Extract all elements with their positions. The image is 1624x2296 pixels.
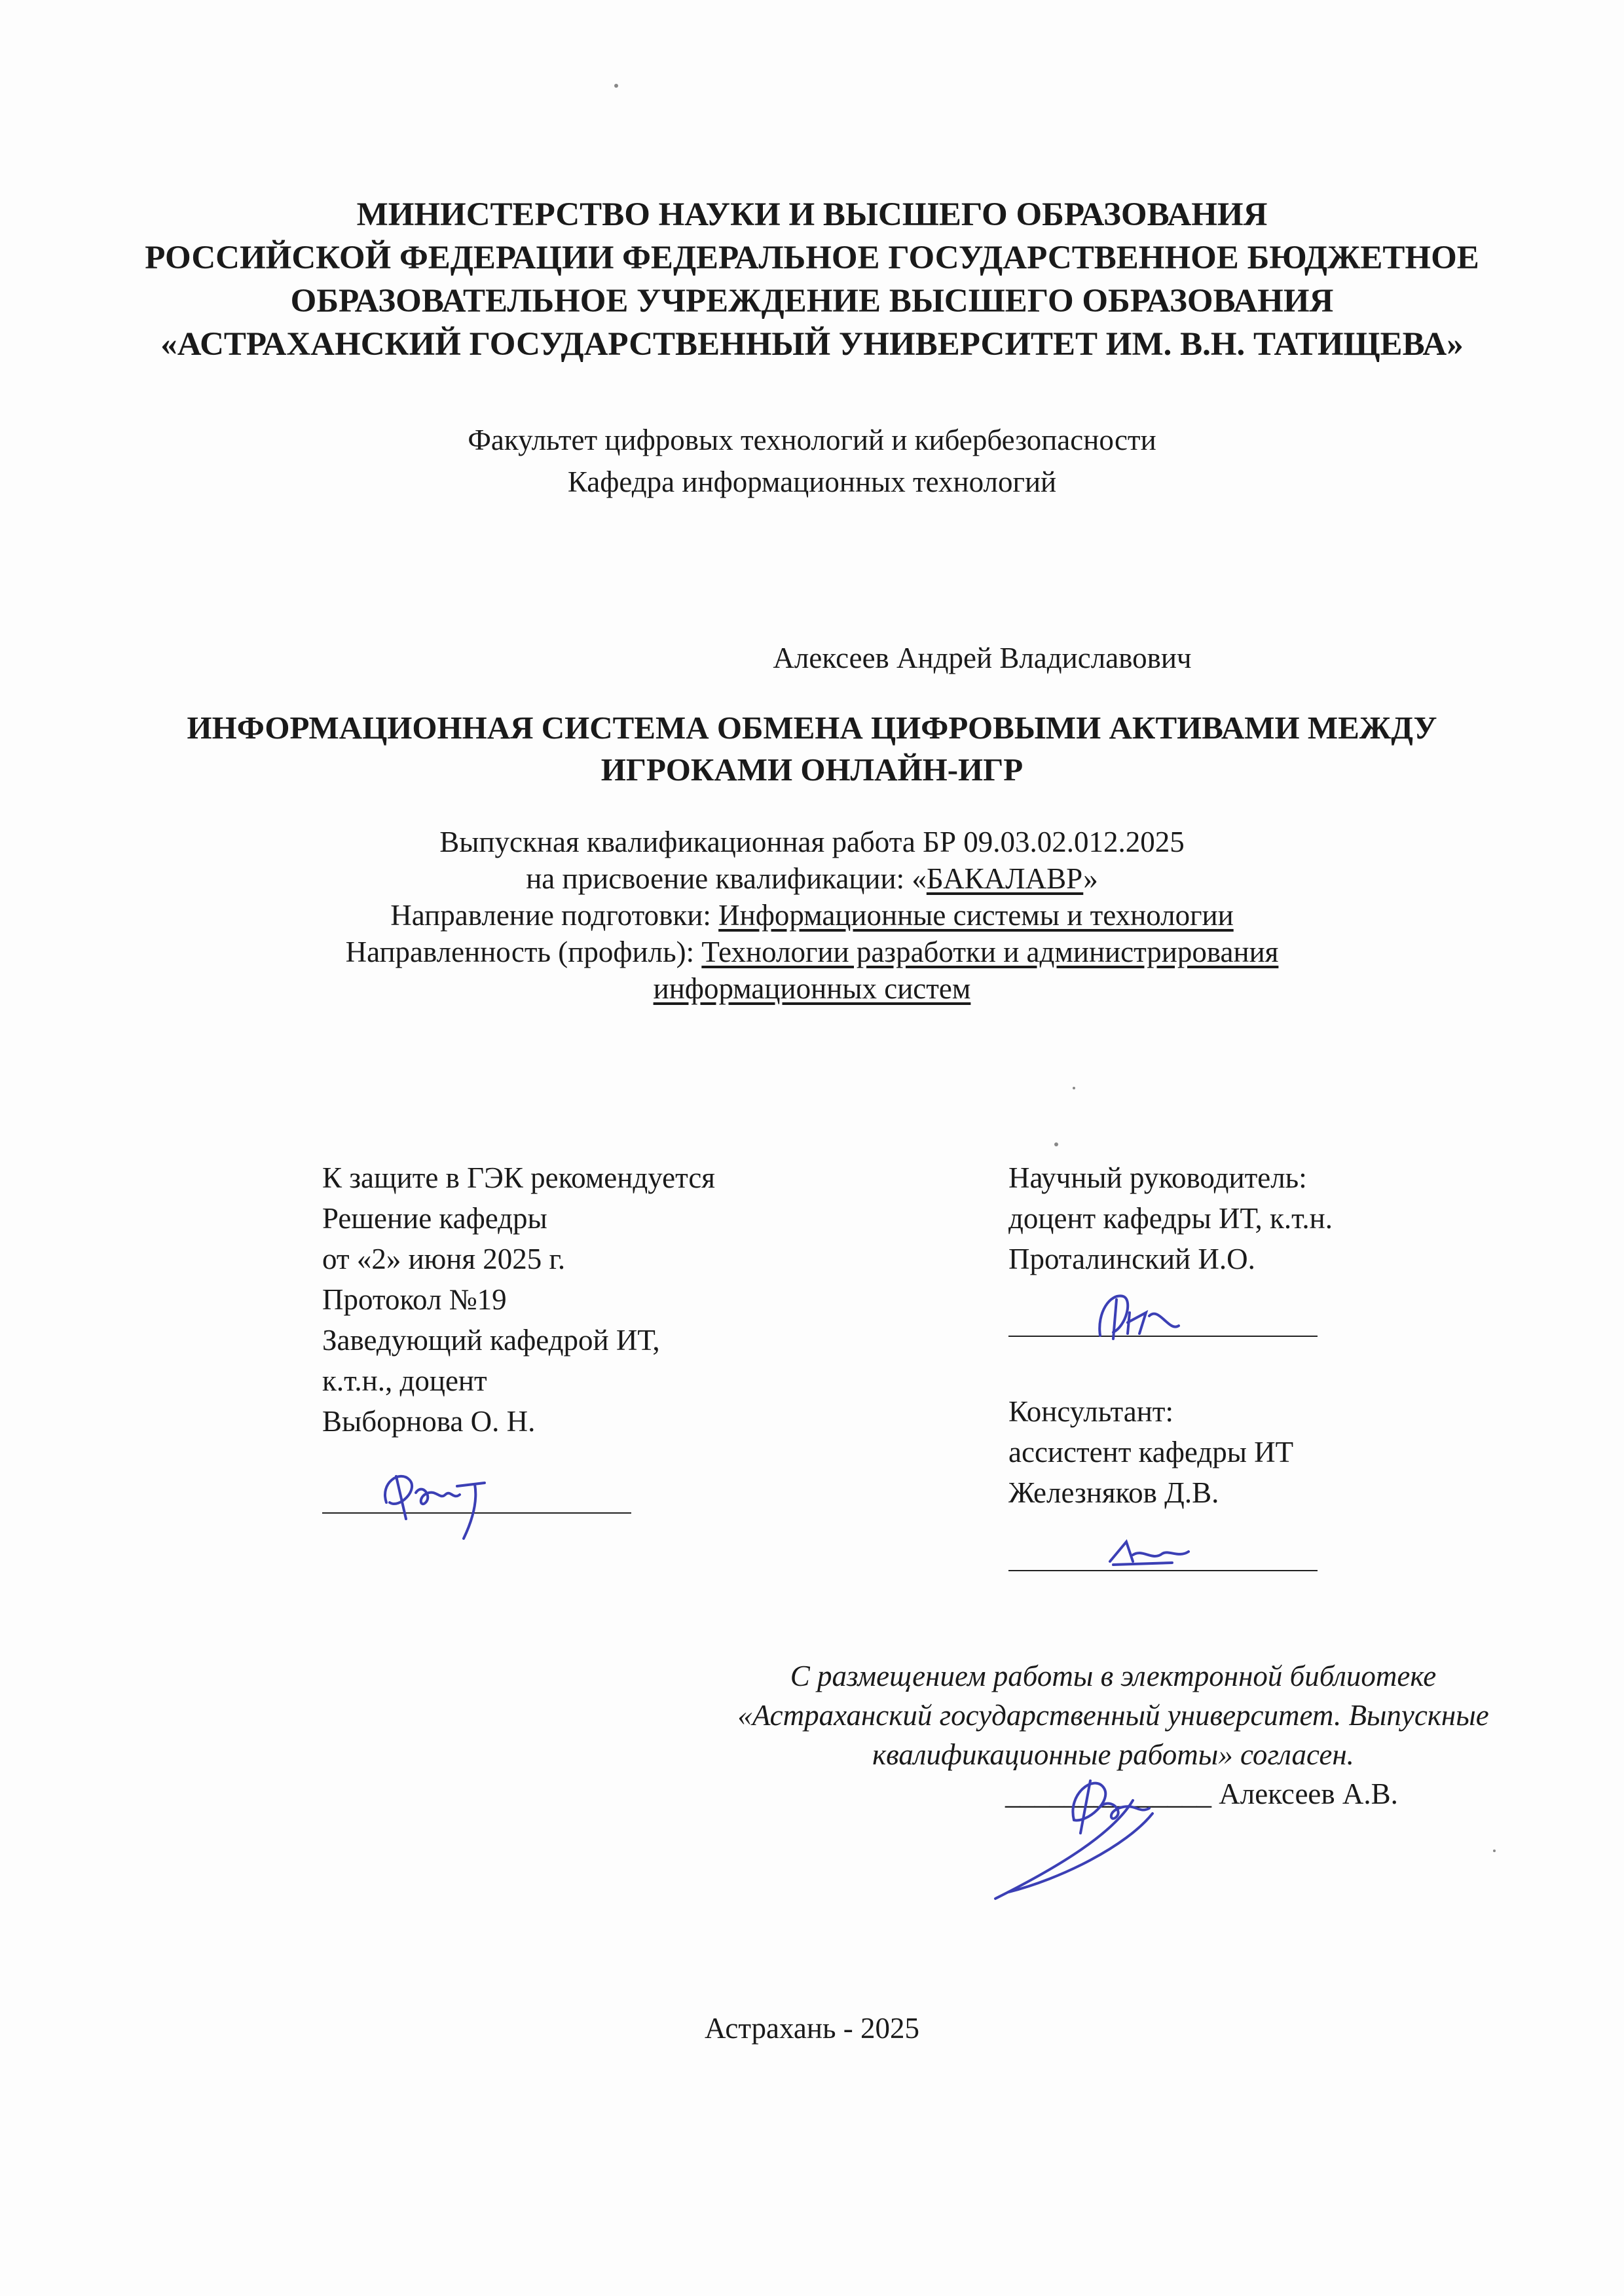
- head-signature-mark: [380, 1457, 511, 1542]
- work-code-line: Выпускная квалификационная работа БР 09.03.02.012.2025: [439, 826, 1185, 858]
- author-row: [0, 638, 1624, 678]
- profile-label: Направленность (профиль):: [345, 936, 702, 968]
- ministry-header: [0, 193, 1624, 366]
- ministry-line-3: ОБРАЗОВАТЕЛЬНОЕ УЧРЕЖДЕНИЕ ВЫСШЕГО ОБРАЗОВАНИЯ: [290, 283, 1334, 319]
- profile-line-2: [0, 970, 1624, 1007]
- supervisor-line-3: Проталинский И.О.: [1008, 1243, 1255, 1275]
- approval-line-4: Протокол №19: [322, 1283, 507, 1316]
- ministry-line-1: МИНИСТЕРСТВО НАУКИ И ВЫСШЕГО ОБРАЗОВАНИЯ: [356, 196, 1268, 233]
- title-line-2: ИГРОКАМИ ОНЛАЙН-ИГР: [600, 752, 1024, 788]
- qualification-value: БАКАЛАВР: [926, 862, 1084, 895]
- scan-speck: [614, 84, 618, 88]
- library-consent: [655, 1656, 1572, 1774]
- consent-line-1: С размещением работы в электронной библиотеке: [790, 1660, 1437, 1692]
- city-year: [0, 2009, 1624, 2048]
- ministry-line-4: «АСТРАХАНСКИЙ ГОСУДАРСТВЕННЫЙ УНИВЕРСИТЕТ ИМ. В.Н. ТАТИЩЕВА»: [160, 326, 1464, 363]
- consultant-line-2: ассистент кафедры ИТ: [1008, 1436, 1294, 1468]
- faculty-name: Факультет цифровых технологий и кибербезопасности: [468, 424, 1156, 456]
- profile-value-2: информационных систем: [653, 972, 971, 1005]
- scan-speck: [1493, 1850, 1496, 1852]
- direction-line: [0, 897, 1624, 934]
- work-description: [0, 824, 1624, 1007]
- consultant-signature-mark: [1107, 1535, 1192, 1568]
- approval-line-2: Решение кафедры: [322, 1202, 547, 1235]
- qualification-suffix: »: [1083, 862, 1098, 895]
- ministry-line-2: РОССИЙСКОЙ ФЕДЕРАЦИИ ФЕДЕРАЛЬНОЕ ГОСУДАРСТВЕННОЕ БЮДЖЕТНОЕ: [145, 240, 1479, 276]
- supervisor-line-1: Научный руководитель:: [1008, 1161, 1307, 1194]
- qualification-line: [0, 860, 1624, 897]
- direction-value: Информационные системы и технологии: [718, 899, 1234, 932]
- approval-line-7: Выборнова О. Н.: [322, 1405, 536, 1438]
- scan-speck: [1054, 1142, 1058, 1146]
- consultant-line-1: Консультант:: [1008, 1395, 1173, 1428]
- consultant-signature-line: [1008, 1570, 1318, 1571]
- supervisor-line-2: доцент кафедры ИТ, к.т.н.: [1008, 1202, 1333, 1235]
- approval-block: [322, 1157, 715, 1442]
- author-signature-mark: [982, 1761, 1179, 1905]
- city-year-text: Астрахань - 2025: [704, 2012, 919, 2045]
- consent-line-3: квалификационные работы» согласен.: [872, 1738, 1354, 1771]
- title-line-1: ИНФОРМАЦИОННАЯ СИСТЕМА ОБМЕНА ЦИФРОВЫМИ АКТИВАМИ МЕЖДУ: [187, 710, 1437, 746]
- faculty-block: [0, 419, 1624, 503]
- consent-line-2: «Астраханский государственный университет. Выпускные: [737, 1699, 1489, 1732]
- direction-label: Направление подготовки:: [390, 899, 719, 932]
- profile-value-1: Технологии разработки и администрирования: [701, 936, 1279, 968]
- consultant-line-3: Железняков Д.В.: [1008, 1476, 1219, 1509]
- scan-speck: [1073, 1087, 1075, 1089]
- approval-line-1: К защите в ГЭК рекомендуется: [322, 1161, 716, 1194]
- approval-line-6: к.т.н., доцент: [322, 1364, 487, 1397]
- consent-signer: Алексеев А.В.: [1219, 1777, 1398, 1810]
- supervisor-block: [1008, 1157, 1333, 1279]
- approval-line-3: от «2» июня 2025 г.: [322, 1243, 566, 1275]
- approval-line-5: Заведующий кафедрой ИТ,: [322, 1324, 660, 1357]
- qualification-prefix: на присвоение квалификации: «: [526, 862, 927, 895]
- consultant-block: [1008, 1391, 1293, 1513]
- thesis-title: [0, 707, 1624, 791]
- consent-signature-blank: ______________: [1005, 1777, 1211, 1810]
- author-name: Алексеев Андрей Владиславович: [773, 642, 1192, 674]
- supervisor-signature-mark: [1087, 1286, 1185, 1345]
- department-name: Кафедра информационных технологий: [567, 465, 1057, 498]
- profile-line: [0, 934, 1624, 970]
